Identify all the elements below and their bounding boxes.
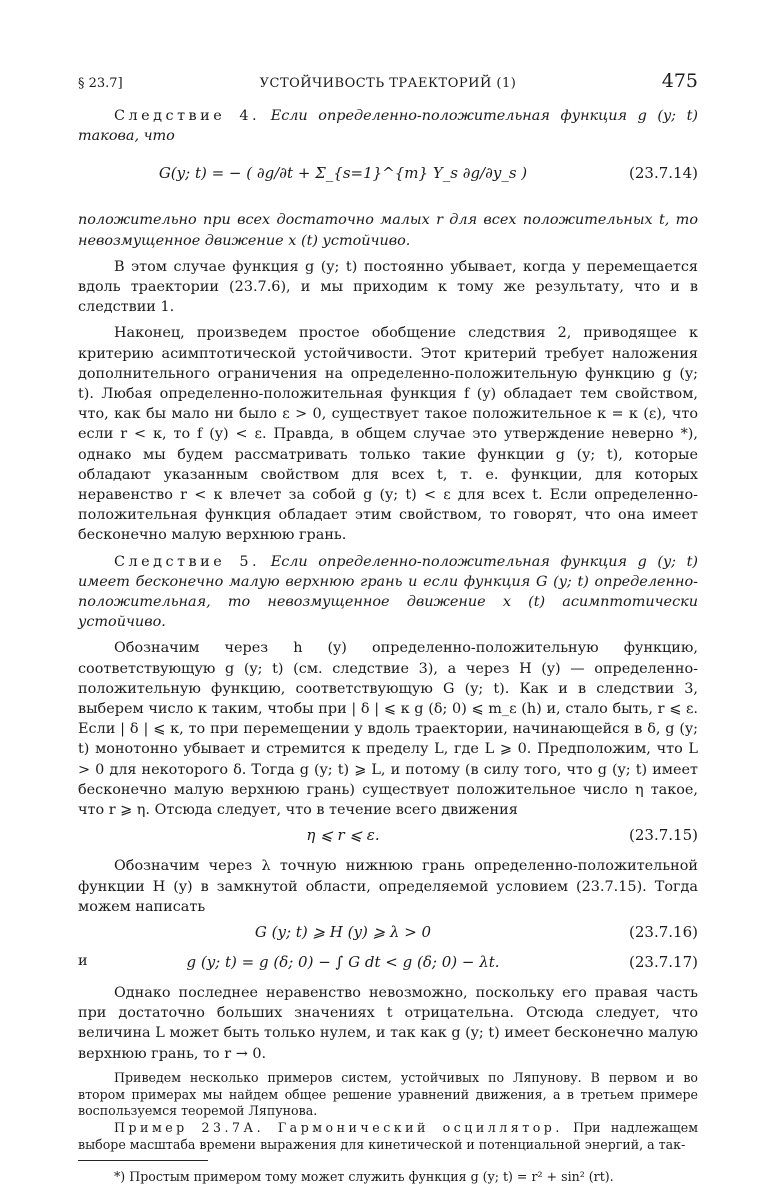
formula-23-7-17-number: (23.7.17)	[629, 952, 698, 971]
corollary-5	[78, 552, 698, 633]
formula-23-7-17	[78, 947, 698, 977]
footnote: *) Простым примером тому может служить функция g (y; t) = r² + sin² (rt).	[114, 1168, 614, 1184]
footnote-divider	[78, 1160, 208, 1161]
formula-23-7-15-number: (23.7.15)	[629, 826, 698, 845]
formula-23-7-16-number: (23.7.16)	[629, 922, 698, 941]
running-header	[78, 70, 698, 100]
formula-23-7-14-expr: G(y; t) = − ( ∂g/∂t + Σ_{s=1}^{m} Y_s ∂g/∂y_s )	[158, 164, 528, 183]
paragraph-1: В этом случае функция g (y; t) постоянно убывает, когда y перемещается вдоль траектории (23.7.6), и мы приходим к тому же результату, что и в следствии 1.	[78, 258, 698, 316]
examples-intro: Приведем несколько примеров систем, устойчивых по Ляпунову. В первом и во втором примерах мы найдем общее решение уравнений движения, а в третьем примере воспользуемся теоремой Ляпунова.	[78, 1069, 698, 1119]
corollary-4-text: Если определенно-положительная функция g (y; t) такова, что	[78, 108, 698, 145]
example-23-7a	[78, 1120, 698, 1154]
formula-23-7-15	[78, 820, 698, 850]
book-page	[78, 70, 698, 1185]
paragraph-2: Наконец, произведем простое обобщение следствия 2, приводящее к критерию асимптотической устойчивости. Этот критерий требует наложения дополнительного ограничения на определенно-положительную функцию g (y; t). Любая определенно-положительная функция f (y) обладает тем свойством, что, как бы мало ни было ε > 0, существует такое положительное κ = κ (ε), что если r < κ, то f (y) < ε. Правда, в общем случае это утверждение неверно *), однако мы будем рассматривать только такие функции g (y; t), которые обладают указанным свойством для всех t, т. е. функции, для которых неравенство r < κ влечет за собой g (y; t) < ε для всех t. Если определенно-положительная функция обладает этим свойством, то говорят, что она имеет бесконечно малую верхнюю грань.	[78, 325, 698, 544]
formula-23-7-14-number: (23.7.14)	[629, 164, 698, 183]
paragraph-5: Однако последнее неравенство невозможно, поскольку его правая часть при достаточно больших значениях t отрицательна. Отсюда следует, что величина L может быть только нулем, и так как g (y; t) имеет бесконечно малую верхнюю грань, то r → 0.	[78, 984, 698, 1062]
example-label: Пример 23.7А. Гармонический осциллятор.	[114, 1120, 563, 1136]
corollary-4-label: Следствие 4.	[114, 108, 261, 124]
formula-23-7-15-expr: η ⩽ r ⩽ ε.	[306, 826, 380, 845]
running-title: УСТОЙЧИВОСТЬ ТРАЕКТОРИЙ (1)	[259, 76, 517, 91]
page-number: 475	[661, 70, 698, 92]
corollary-5-label: Следствие 5.	[114, 553, 261, 570]
formula-23-7-14	[78, 146, 698, 210]
paragraph-4: Обозначим через λ точную нижнюю грань определенно-положительной функции H (y) в замкнутой области, определяемой условием (23.7.15). Тогда можем написать	[78, 858, 698, 915]
example-text: При надлежащем выборе масштаба времени выражения для кинетической и потенциальной энергий, а так-	[78, 1120, 698, 1152]
paragraph-3: Обозначим через h (y) определенно-положительную функцию, соответствующую g (y; t) (см. следствие 3), а через H (y) — определенно-положительную функцию, соответствующую G (y; t). Как и в следствии 3, выберем число κ таким, чтобы при | δ | ⩽ κ g (δ; 0) ⩽ m_ε (h) и, стало быть, r ⩽ ε. Если | δ | ⩽ κ, то при перемещении y вдоль траектории, начинающейся в δ, g (y; t) монотонно убывает и стремится к пределу L, где L ⩾ 0. Предположим, что L > 0 для некоторого δ. Тогда g (y; t) ⩾ L, и потому (в силу того, что g (y; t) имеет бесконечно малую верхнюю грань) существует положительное число η такое, что r ⩾ η. Отсюда следует, что в течение всего движения	[78, 640, 698, 819]
formula-23-7-17-expr: g (y; t) = g (δ; 0) − ∫ G dt < g (δ; 0) − λt.	[186, 952, 500, 971]
section-ref: § 23.7]	[78, 76, 123, 91]
formula-23-7-16	[78, 917, 698, 947]
corollary-5-text: Если определенно-положительная функция g (y; t) имеет бесконечно малую верхнюю грань и если функция G (y; t) определенно-положительная, то невозмущенное движение x (t) асимптотически устойчиво.	[78, 553, 698, 631]
corollary-4-conclusion: положительно при всех достаточно малых r для всех положительных t, то невозмущенное движение x (t) устойчиво.	[78, 212, 698, 249]
conjunction-and: и	[78, 952, 88, 969]
corollary-4	[78, 106, 698, 146]
formula-23-7-16-expr: G (y; t) ⩾ H (y) ⩾ λ > 0	[254, 922, 432, 941]
